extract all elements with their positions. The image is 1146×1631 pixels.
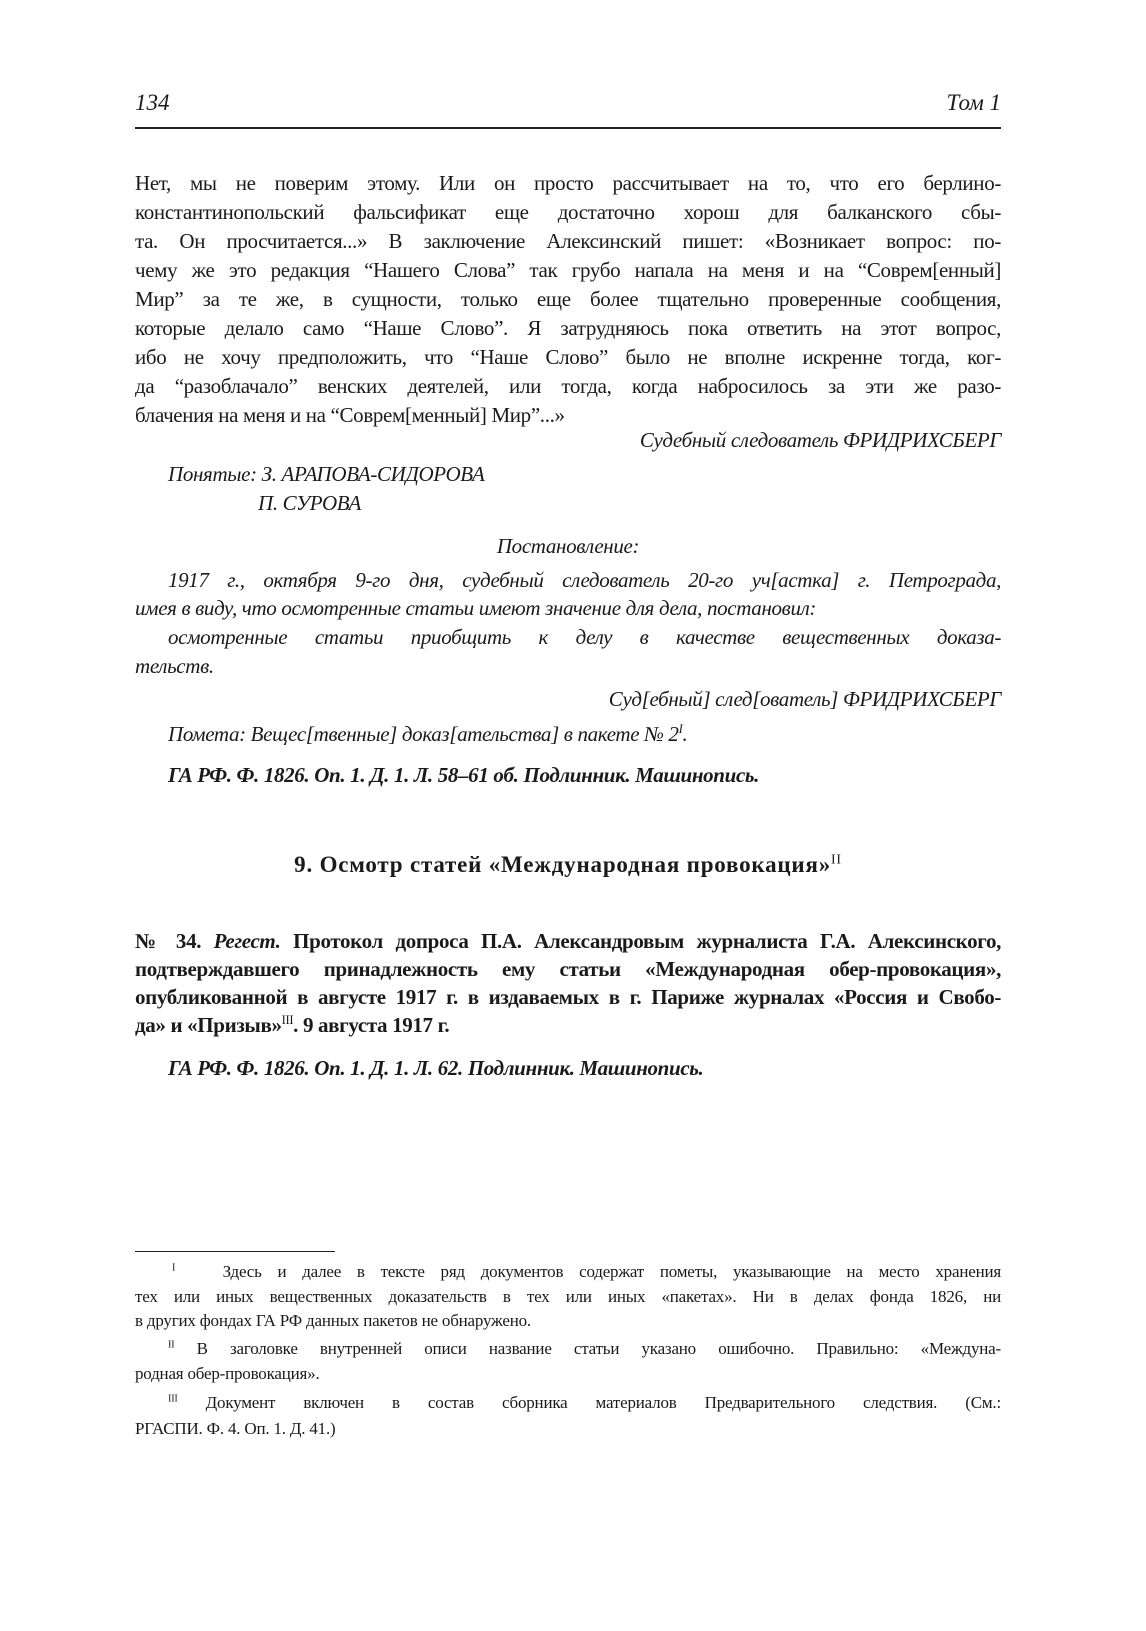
page-number: 134 bbox=[135, 90, 170, 115]
resolution-line: имея в виду, что осмотренные статьи имеют значение для дела, постановил: bbox=[135, 596, 817, 620]
volume-label: Том 1 bbox=[946, 90, 1001, 115]
footnote-2-line bbox=[168, 1338, 1001, 1360]
footnote-1-line bbox=[172, 1261, 1001, 1283]
header-rule bbox=[135, 127, 1001, 129]
footnote-text: Здесь и далее в тексте ряд документов содержат пометы, указывающие на место хранения bbox=[222, 1262, 1001, 1281]
regest-line bbox=[135, 928, 1001, 954]
footnote-rule bbox=[135, 1251, 335, 1252]
regest-text: Протокол допроса П.А. Александровым журналиста Г.А. Алексинского, bbox=[293, 929, 1001, 953]
witness-second: П. СУРОВА bbox=[258, 491, 361, 515]
regest-line: подтверждавшего принадлежность ему статьи «Международная обер-провокация», bbox=[135, 957, 1001, 981]
footnote-ref[interactable]: I bbox=[678, 722, 683, 736]
footnote-text: В заголовке внутренней описи название статьи указано ошибочно. Правильно: «Междуна- bbox=[196, 1339, 1001, 1358]
footnote-mark: I bbox=[172, 1262, 176, 1274]
regest-line: опубликованной в августе 1917 г. в издаваемых в г. Париже журналах «Россия и Свобо- bbox=[135, 985, 1001, 1009]
body-line: ибо не хочу предположить, что “Наше Слово” было не вполне искренне тогда, ког- bbox=[135, 345, 1001, 369]
footnote-2-line: родная обер-провокация». bbox=[135, 1364, 320, 1383]
note-end: . bbox=[682, 722, 688, 746]
body-line: которые делало само “Наше Слово”. Я затрудняюсь пока ответить на этот вопрос, bbox=[135, 316, 1001, 340]
body-line: Нет, мы не поверим этому. Или он просто рассчитывает на то, что его берлино- bbox=[135, 171, 1001, 195]
regest-date: . 9 августа 1917 г. bbox=[293, 1013, 450, 1037]
footnote-ref[interactable]: III bbox=[281, 1013, 294, 1027]
footnote-mark: III bbox=[168, 1393, 178, 1405]
body-line: чему же это редакция “Нашего Слова” так грубо напала на меня и на “Соврем[енный] bbox=[135, 258, 1001, 282]
footnote-1-line: тех или иных вещественных доказательств в тех или иных «пакетах». Ни в делах фонда 1826, ни bbox=[135, 1287, 1001, 1306]
footnote-1-line: в других фондах ГА РФ данных пакетов не обнаружено. bbox=[135, 1311, 531, 1330]
resolution-line: осмотренные статьи приобщить к делу в качестве вещественных доказа- bbox=[168, 625, 1001, 649]
body-line: Мир” за те же, в сущности, только еще более тщательно проверенные сообщения, bbox=[135, 287, 1001, 311]
footnote-ref[interactable]: II bbox=[831, 851, 842, 867]
signature-investigator: Судебный следователь ФРИДРИХСБЕРГ bbox=[639, 428, 1001, 452]
body-line: да “разоблачало” венских деятелей, или тогда, когда набросилось за эти же разо- bbox=[135, 374, 1001, 398]
archive-source: ГА РФ. Ф. 1826. Оп. 1. Д. 1. Л. 62. Подлинник. Машинопись. bbox=[168, 1056, 704, 1080]
section-title: 9. Осмотр статей «Международная провокация» bbox=[294, 852, 832, 877]
body-line: та. Он просчитается...» В заключение Алексинский пишет: «Возникает вопрос: по- bbox=[135, 229, 1001, 253]
footnote-3-line: РГАСПИ. Ф. 4. Оп. 1. Д. 41.) bbox=[135, 1419, 336, 1438]
resolution-title: Постановление: bbox=[496, 534, 640, 558]
regest-text: да» и «Призыв» bbox=[135, 1013, 282, 1037]
regest-line bbox=[135, 1012, 1001, 1038]
footnote-mark: II bbox=[168, 1339, 175, 1351]
archive-source: ГА РФ. Ф. 1826. Оп. 1. Д. 1. Л. 58–61 об. Подлинник. Машинопись. bbox=[168, 763, 760, 787]
footnote-text: Документ включен в состав сборника материалов Предварительного следствия. (См.: bbox=[205, 1393, 1001, 1412]
body-line: константинопольский фальсификат еще достаточно хорош для балканского сбы- bbox=[135, 200, 1001, 224]
resolution-line: тельств. bbox=[135, 654, 214, 678]
signature-investigator-2: Суд[ебный] след[ователь] ФРИДРИХСБЕРГ bbox=[608, 687, 1001, 711]
body-line: блачения на меня и на “Соврем[менный] Мир”...» bbox=[135, 403, 565, 427]
regest-number: № 34. bbox=[135, 929, 202, 953]
witnesses-line: Понятые: З. АРАПОВА-СИДОРОВА bbox=[168, 462, 485, 486]
resolution-line: 1917 г., октября 9-го дня, судебный следователь 20-го уч[астка] г. Петрограда, bbox=[168, 568, 1001, 592]
footnote-3-line bbox=[168, 1392, 1001, 1414]
section-heading bbox=[135, 852, 1001, 878]
note-line bbox=[168, 721, 1034, 747]
note-text: Помета: Вещес[твенные] доказ[ательства] в пакете № 2 bbox=[168, 722, 679, 746]
regest-label: Регест. bbox=[213, 929, 281, 953]
